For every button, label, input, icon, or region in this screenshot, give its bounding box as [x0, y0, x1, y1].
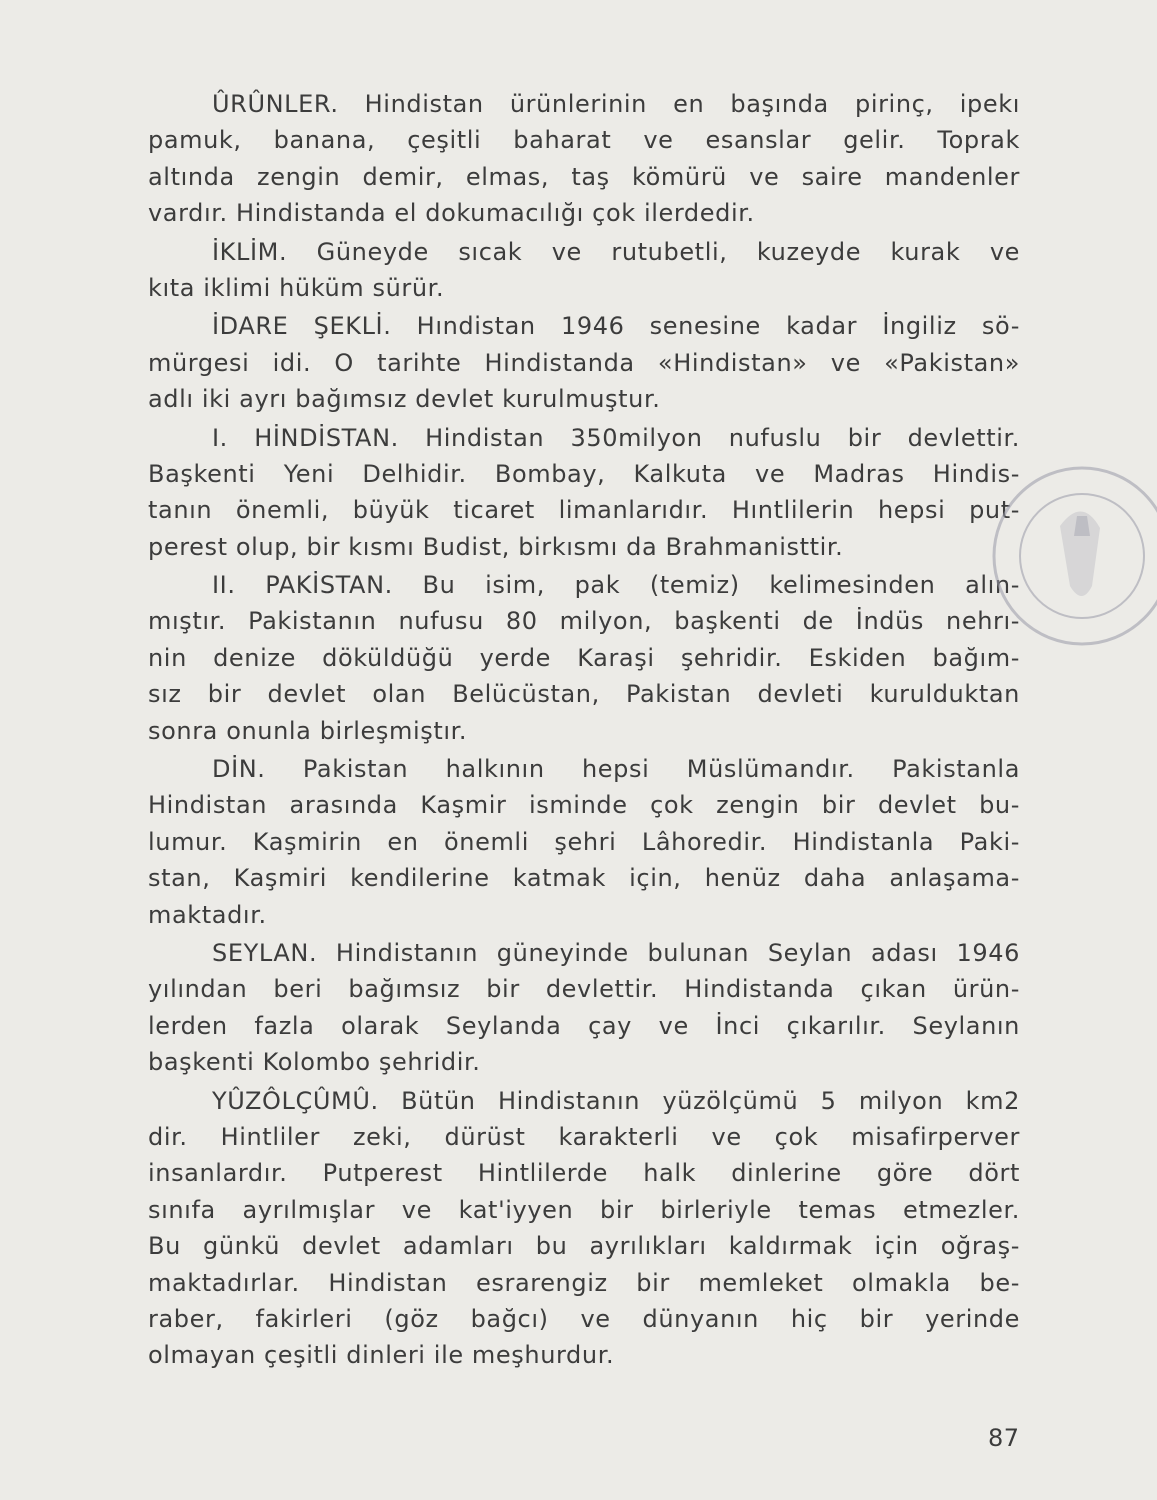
text-line: Bu günkü devlet adamları bu ayrılıkları kaldırmak için oğraş-: [148, 1232, 1020, 1261]
text-line: maktadır.: [148, 900, 267, 929]
text-line: kıta iklimi hüküm sürür.: [148, 273, 445, 302]
text-line: İDARE ŞEKLİ. Hındistan 1946 senesine kadar İngiliz sö-: [212, 312, 1020, 341]
text-line: dir. Hintliler zeki, dürüst karakterli ve çok misafirperver: [148, 1122, 1020, 1151]
text-line: raber, fakirleri (göz bağcı) ve dünyanın hiç bir yerinde: [148, 1304, 1020, 1333]
text-line: Başkenti Yeni Delhidir. Bombay, Kalkuta ve Madras Hindis-: [148, 459, 1020, 488]
text-line: stan, Kaşmiri kendilerine katmak için, henüz daha anlaşama-: [148, 864, 1020, 893]
paragraph-yuzolcumu: [148, 1083, 1020, 1374]
text-line: insanlardır. Putperest Hintlilerde halk dinlerine göre dört: [148, 1159, 1020, 1188]
page-number: 87: [988, 1424, 1020, 1452]
text-line: sonra onunla birleşmiştır.: [148, 716, 468, 745]
text-line: Hindistan arasında Kaşmir isminde çok zengin bir devlet bu-: [148, 791, 1020, 820]
text-line: YÛZÔLÇÛMÛ. Bütün Hindistanın yüzölçümü 5 milyon km2: [212, 1086, 1020, 1115]
body-text: [148, 86, 1020, 1376]
text-line: DİN. Pakistan halkının hepsi Müslümandır. Pakistanla: [212, 755, 1020, 784]
text-line: olmayan çeşitli dinleri ile meşhurdur.: [148, 1341, 615, 1370]
text-line: lerden fazla olarak Seylanda çay ve İnci çıkarılır. Seylanın: [148, 1011, 1020, 1040]
paragraph-idare-sekli: [148, 308, 1020, 417]
text-line: I. HİNDİSTAN. Hindistan 350milyon nufuslu bir devlettir.: [212, 423, 1020, 452]
text-line: adlı iki ayrı bağımsız devlet kurulmuştur.: [148, 385, 661, 414]
paragraph-din: [148, 751, 1020, 933]
text-line: ÛRÛNLER. Hindistan ürünlerinin en başında pirinç, ipekı: [212, 90, 1020, 118]
paragraph-seylan: [148, 935, 1020, 1081]
paragraph-urunler: [148, 86, 1020, 232]
text-line: mıştır. Pakistanın nufusu 80 milyon, başkenti de İndüs nehrı-: [148, 607, 1020, 636]
library-stamp-icon: [982, 456, 1157, 666]
text-line: lumur. Kaşmirin en önemli şehri Lâhoredir. Hindistanla Paki-: [148, 827, 1020, 856]
text-line: perest olup, bir kısmı Budist, birkısmı da Brahmanisttir.: [148, 532, 844, 561]
text-line: sınıfa ayrılmışlar ve kat'iyyen bir birleriyle temas etmezler.: [148, 1195, 1020, 1224]
text-line: sız bir devlet olan Belücüstan, Pakistan devleti kurulduktan: [148, 680, 1020, 709]
text-line: tanın önemli, büyük ticaret limanlarıdır. Hıntlilerin hepsi put-: [148, 496, 1020, 525]
paragraph-hindistan: [148, 420, 1020, 566]
paragraph-iklim: [148, 234, 1020, 307]
text-line: pamuk, banana, çeşitli baharat ve esanslar gelir. Toprak: [148, 126, 1020, 155]
text-line: maktadırlar. Hindistan esrarengiz bir memleket olmakla be-: [148, 1268, 1020, 1297]
text-line: nin denize döküldüğü yerde Karaşi şehridir. Eskiden bağım-: [148, 643, 1020, 672]
text-line: SEYLAN. Hindistanın güneyinde bulunan Seylan adası 1946: [212, 938, 1020, 967]
text-line: başkenti Kolombo şehridir.: [148, 1048, 481, 1077]
paragraph-pakistan: [148, 567, 1020, 749]
text-line: altında zengin demir, elmas, taş kömürü ve saire mandenler: [148, 162, 1020, 191]
text-line: mürgesi idi. O tarihte Hindistanda «Hindistan» ve «Pakistan»: [148, 348, 1020, 377]
text-line: İKLİM. Güneyde sıcak ve rutubetli, kuzeyde kurak ve: [212, 237, 1020, 266]
text-line: yılından beri bağımsız bir devlettir. Hindistanda çıkan ürün-: [148, 975, 1020, 1004]
text-line: II. PAKİSTAN. Bu isim, pak (temiz) kelimesinden alın-: [212, 571, 1020, 600]
text-line: vardır. Hindistanda el dokumacılığı çok ilerdedir.: [148, 199, 755, 228]
